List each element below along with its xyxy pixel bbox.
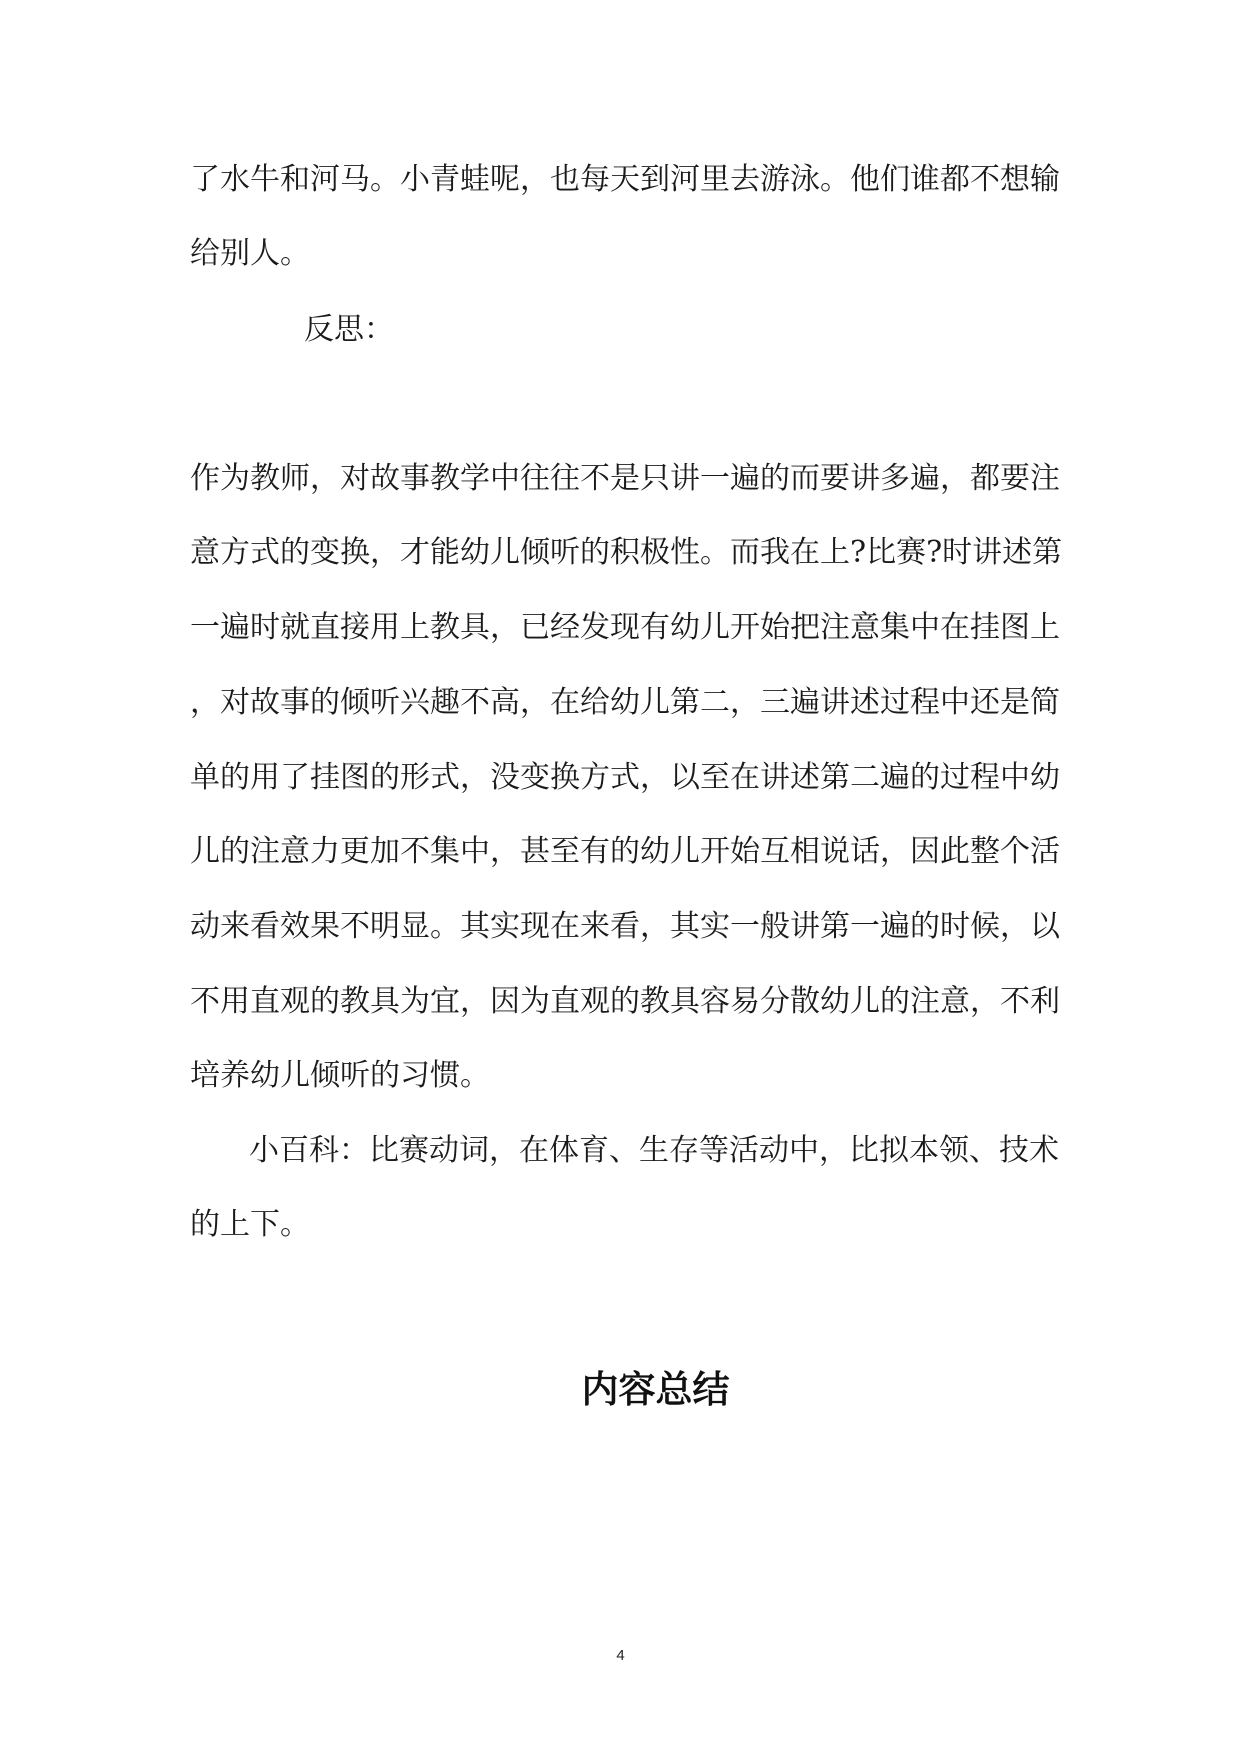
paragraph-line: 培养幼儿倾听的习惯。 <box>190 1058 490 1093</box>
paragraph-line: 意方式的变换，才能幼儿倾听的积极性。而我在上?比赛?时讲述第 <box>190 535 1063 570</box>
paragraph-line: 单的用了挂图的形式，没变换方式，以至在讲述第二遍的过程中幼 <box>190 760 1060 795</box>
paragraph-line: 了水牛和河马。小青蛙呢，也每天到河里去游泳。他们谁都不想输 <box>190 162 1060 197</box>
page-number: 4 <box>616 1647 625 1664</box>
section-label: 反思： <box>304 312 394 347</box>
summary-heading: 内容总结 <box>581 1368 730 1411</box>
paragraph-line: 的上下。 <box>190 1207 310 1242</box>
paragraph-line: ，对故事的倾听兴趣不高，在给幼儿第二，三遍讲述过程中还是简 <box>190 685 1060 720</box>
paragraph-line: 作为教师，对故事教学中往往不是只讲一遍的而要讲多遍，都要注 <box>190 461 1060 496</box>
paragraph-line: 一遍时就直接用上教具，已经发现有幼儿开始把注意集中在挂图上 <box>190 610 1060 645</box>
paragraph-line: 儿的注意力更加不集中，甚至有的幼儿开始互相说话，因此整个活 <box>190 834 1060 869</box>
paragraph-line: 不用直观的教具为宜，因为直观的教具容易分散幼儿的注意，不利 <box>190 984 1060 1019</box>
paragraph-line: 小百科：比赛动词，在体育、生存等活动中，比拟本领、技术 <box>249 1133 1059 1168</box>
paragraph-line: 动来看效果不明显。其实现在来看，其实一般讲第一遍的时候，以 <box>190 909 1060 944</box>
paragraph-line: 给别人。 <box>190 236 310 271</box>
